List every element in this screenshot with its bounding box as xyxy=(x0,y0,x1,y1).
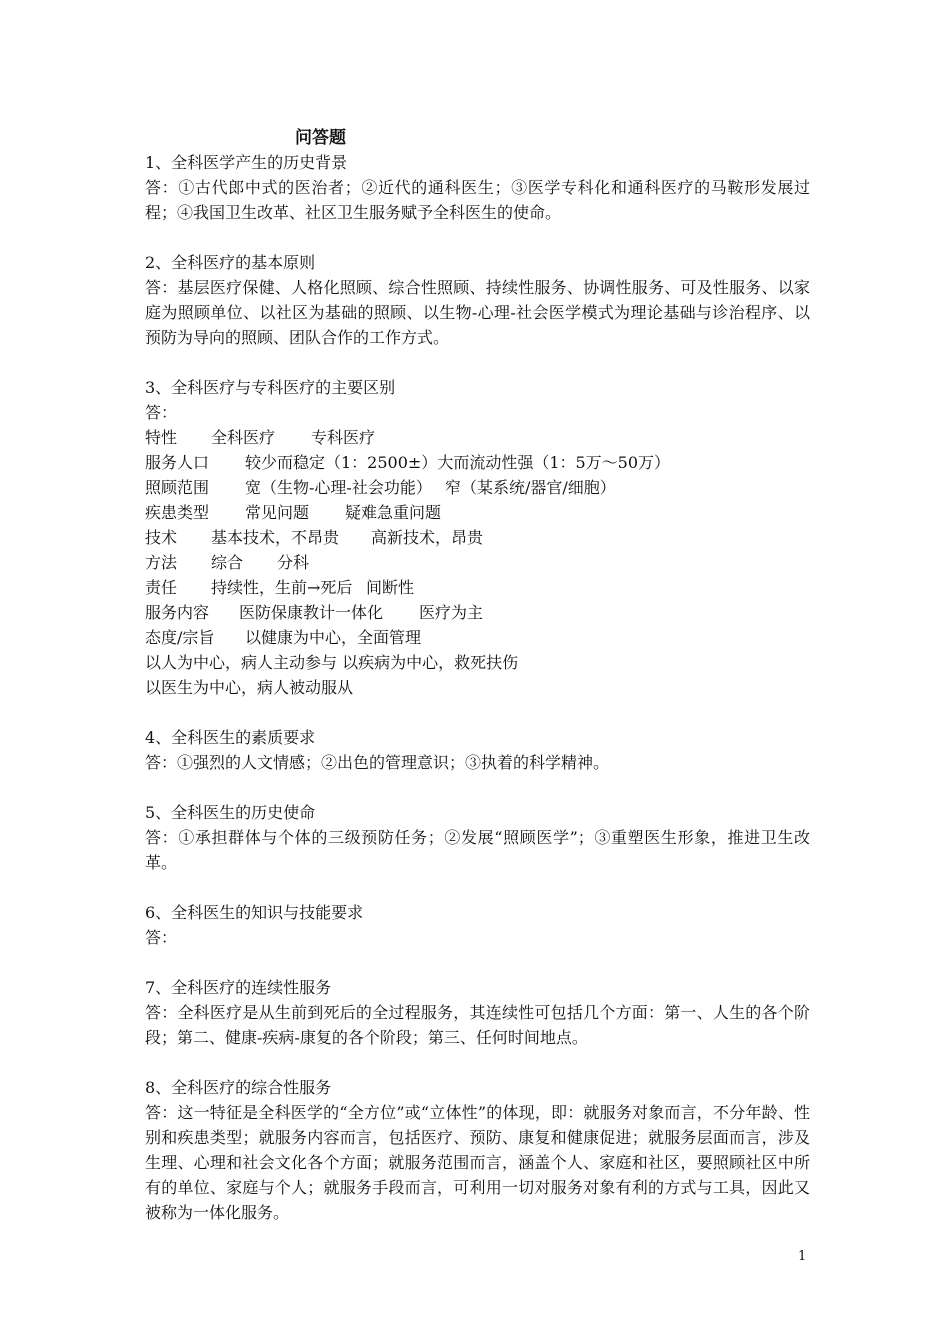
question-4: 4、全科医生的素质要求 xyxy=(145,728,316,747)
row-label: 特性 xyxy=(145,428,178,447)
answer-5: 答：①承担群体与个体的三级预防任务；②发展“照顾医学”；③重塑医生形象，推进卫生改革。 xyxy=(145,828,810,872)
comparison-row xyxy=(145,550,810,575)
question-6: 6、全科医生的知识与技能要求 xyxy=(145,903,364,922)
general-value: 较少而稳定（1：2500±） xyxy=(245,453,438,472)
general-value: 综合 xyxy=(211,553,244,572)
spacer xyxy=(145,700,810,725)
answer-6: 答： xyxy=(145,928,178,947)
spacer xyxy=(145,225,810,250)
general-value: 以健康为中心，全面管理 xyxy=(245,628,422,647)
specialist-value: 医疗为主 xyxy=(419,603,484,622)
specialist-value: 疑难急重问题 xyxy=(345,503,442,522)
answer-3: 答： xyxy=(145,403,178,422)
row-label: 责任 xyxy=(145,578,178,597)
document-page xyxy=(145,126,810,1225)
general-value: 医防保康教计一体化 xyxy=(239,603,384,622)
spacer xyxy=(145,875,810,900)
comparison-row xyxy=(145,500,810,525)
page-number: 1 xyxy=(798,1249,807,1264)
general-value: 持续性，生前→死后 xyxy=(211,578,353,597)
specialist-value: 大而流动性强（1：5万～50万） xyxy=(437,453,671,472)
spacer xyxy=(145,775,810,800)
row-label: 技术 xyxy=(145,528,178,547)
answer-8: 答：这一特征是全科医学的“全方位”或“立体性”的体现，即：就服务对象而言，不分年龄、性别和疾患类型；就服务内容而言，包括医疗、预防、康复和健康促进；就服务层面而言，涉及生理、心理和社会文化各个方面；就服务范围而言，涵盖个人、家庭和社区，要照顾社区中所有的单位、家庭与个人；就服务手段而言，可利用一切对服务对象有利的方式与工具，因此又被称为一体化服务。 xyxy=(145,1103,810,1222)
answer-4: 答：①强烈的人文情感；②出色的管理意识；③执着的科学精神。 xyxy=(145,753,610,772)
specialist-value: 高新技术，昂贵 xyxy=(371,528,484,547)
answer-1: 答：①古代郎中式的医治者；②近代的通科医生；③医学专科化和通科医疗的马鞍形发展过程；④我国卫生改革、社区卫生服务赋予全科医生的使命。 xyxy=(145,178,810,222)
row-label: 照顾范围 xyxy=(145,478,210,497)
question-5: 5、全科医生的历史使命 xyxy=(145,803,316,822)
comparison-row xyxy=(145,525,810,550)
comparison-row xyxy=(145,575,810,600)
spacer xyxy=(145,950,810,975)
question-7: 7、全科医疗的连续性服务 xyxy=(145,978,332,997)
general-value: 全科医疗 xyxy=(211,428,276,447)
comparison-row xyxy=(145,625,810,650)
general-value: 基本技术，不昂贵 xyxy=(211,528,340,547)
question-8: 8、全科医疗的综合性服务 xyxy=(145,1078,332,1097)
specialist-value: 间断性 xyxy=(366,578,415,597)
question-1: 1、全科医学产生的历史背景 xyxy=(145,153,348,172)
comparison-extra: 以医生为中心，病人被动服从 xyxy=(145,678,354,697)
row-label: 疾患类型 xyxy=(145,503,210,522)
comparison-row xyxy=(145,475,810,500)
comparison-row xyxy=(145,425,810,450)
answer-7: 答：全科医疗是从生前到死后的全过程服务，其连续性可包括几个方面：第一、人生的各个阶段；第二、健康-疾病-康复的各个阶段；第三、任何时间地点。 xyxy=(145,1003,810,1047)
spacer xyxy=(145,350,810,375)
general-value: 宽（生物-心理-社会功能） xyxy=(245,478,432,497)
row-label: 态度/宗旨 xyxy=(145,628,215,647)
comparison-row xyxy=(145,450,810,475)
answer-2: 答：基层医疗保健、人格化照顾、综合性照顾、持续性服务、协调性服务、可及性服务、以家庭为照顾单位、以社区为基础的照顾、以生物-心理-社会医学模式为理论基础与诊治程序、以预防为导向的照顾、团队合作的工作方式。 xyxy=(145,278,810,347)
spacer xyxy=(145,1050,810,1075)
comparison-row xyxy=(145,600,810,625)
question-2: 2、全科医疗的基本原则 xyxy=(145,253,316,272)
specialist-value: 分科 xyxy=(277,553,310,572)
row-label: 方法 xyxy=(145,553,178,572)
specialist-value: 窄（某系统/器官/细胞） xyxy=(445,478,616,497)
row-label: 服务人口 xyxy=(145,453,210,472)
comparison-extra: 以人为中心，病人主动参与 以疾病为中心，救死扶伤 xyxy=(145,653,519,672)
page-title: 问答题 xyxy=(295,128,346,148)
question-3: 3、全科医疗与专科医疗的主要区别 xyxy=(145,378,396,397)
general-value: 常见问题 xyxy=(245,503,310,522)
specialist-value: 专科医疗 xyxy=(311,428,376,447)
row-label: 服务内容 xyxy=(145,603,210,622)
